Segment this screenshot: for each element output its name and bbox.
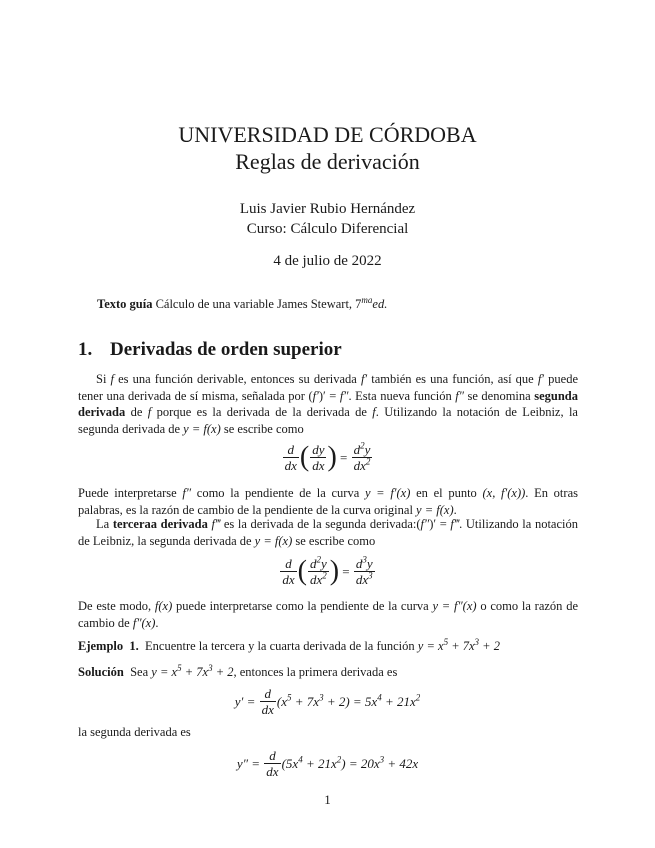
section-title: Derivadas de orden superior	[110, 339, 342, 360]
paragraph-second-derivative-label: la segunda derivada es	[78, 725, 191, 739]
author: Luis Javier Rubio Hernández	[239, 201, 416, 217]
paragraph-rate-of-change: De este modo, f(x) puede interpretarse como la pendiente de la curva y = f″(x) o como la razón de cambio de f″(x).	[78, 599, 578, 630]
equation-second-derivative-result: y″ = $\frac{d}{dx}$ $(5x^4 + 21x^2) = 20x^3 + 42x$	[236, 748, 419, 779]
paragraph-interpretation: Puede interpretarse f″ como la pendiente de la curva y = f′(x) en el punto (x, f′(x)). En otras palabras, es la razón de cambio de la pendiente de la curva original y = f(x).	[78, 486, 578, 517]
course: Curso: Cálculo Diferencial	[246, 221, 409, 237]
paragraph-intro: Si f es una función derivable, entonces su derivada f′ también es una función, así que f′ puede tener una derivada de sí misma, señalada por (f′)′ = f″. Esta nueva función f″ se denomina segunda derivada de f porque es la derivada de la derivada de f. Utilizando la notación de Leibniz, la segunda derivada de y = f(x) se escribe como	[78, 372, 578, 436]
university-title: UNIVERSIDAD DE CÓRDOBA	[178, 122, 477, 147]
equation-first-derivative: y′ = $\frac{d}{dx}$ $(x^5 + 7x^3 + 2) = 5x^4 + 21x^2$	[234, 686, 421, 717]
equation-third-derivative: $\frac{d}{dx}$ ( $\frac{d^2y}{dx^2}$ ) = $\frac{d^3y}{dx^3}$	[282, 554, 373, 587]
guide-label: Texto guía	[97, 297, 153, 311]
solution: Solución Sea $y = x^5 + 7x^3 + 2$, entonces la primera derivada es	[78, 662, 398, 679]
section-number: 1.	[78, 339, 93, 360]
page-number: 1	[324, 792, 331, 807]
date: 4 de julio de 2022	[273, 253, 382, 269]
example-1: Ejemplo 1. Encuentre la tercera y la cuarta derivada de la función $y = x^5 + 7x^3 + 2$	[78, 636, 500, 653]
equation-second-derivative: $\frac{d}{dx}$ ( $\frac{dy}{dx}$ ) = $\frac{d^2y}{dx^2}$	[284, 440, 371, 473]
section-heading	[78, 338, 342, 362]
guide-text: Texto guía Cálculo de una variable James Stewart, $7^{ma}ed$.	[97, 294, 388, 311]
paragraph-third-derivative: La terceraa derivada f‴ es la derivada de la segunda derivada:(f″)′ = f‴. Utilizando la notación de Leibniz, la segunda derivada de y = f(x) se escribe como	[78, 517, 578, 548]
document-title: Reglas de derivación	[235, 149, 420, 174]
